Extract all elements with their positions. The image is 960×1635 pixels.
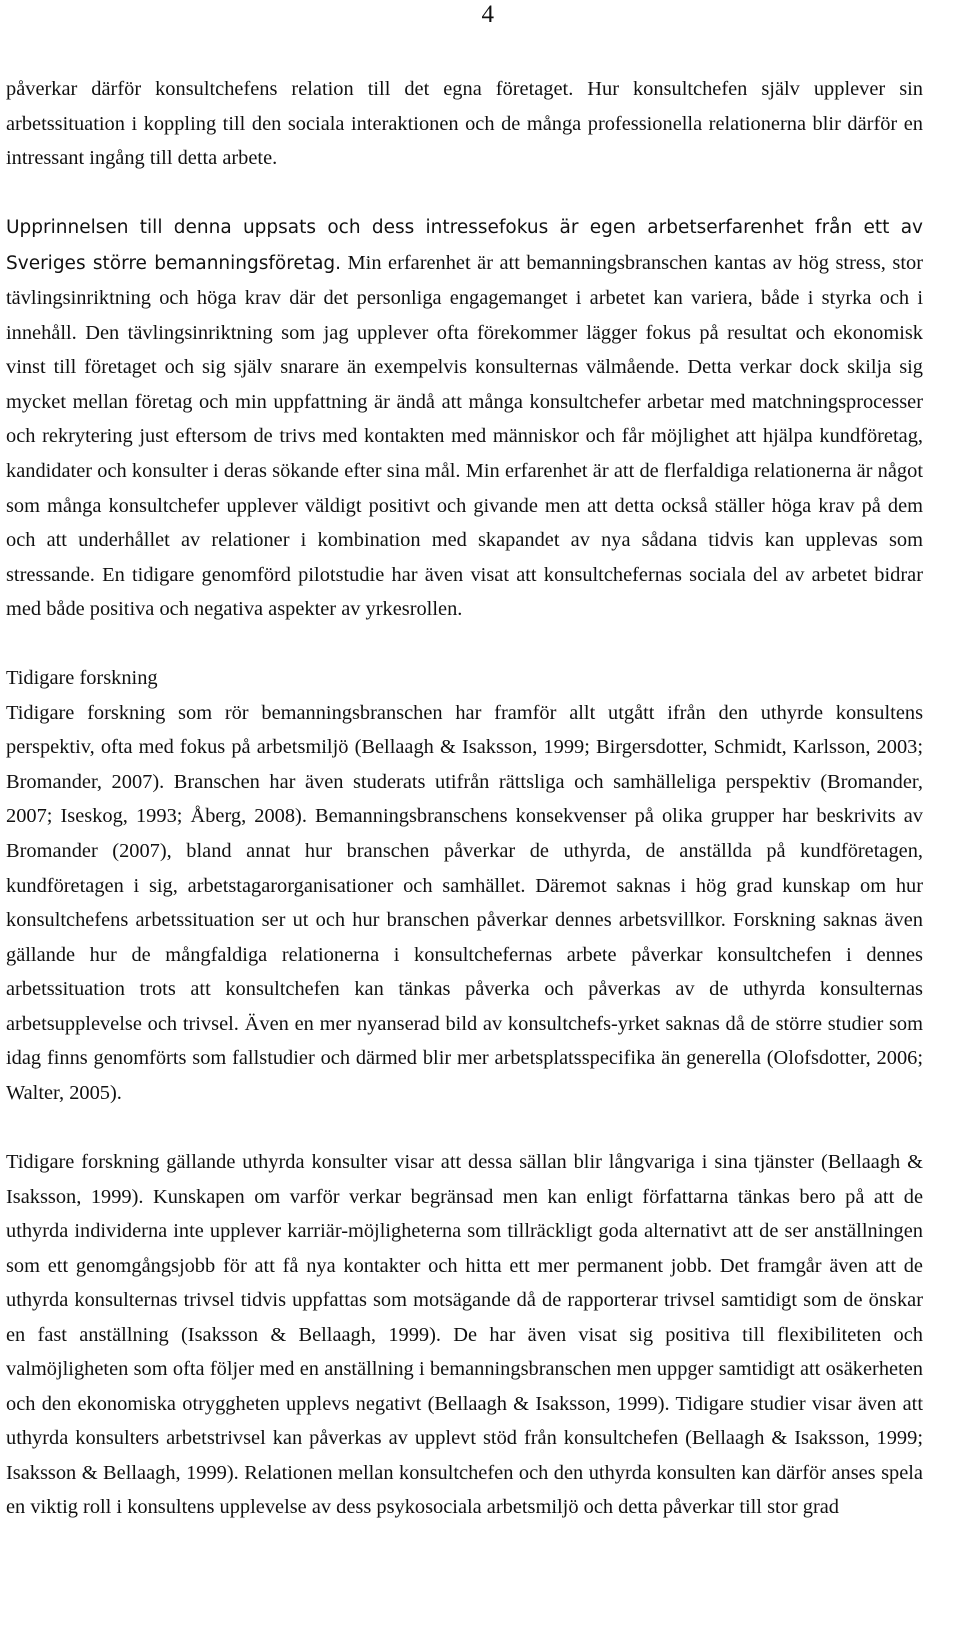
paragraph-gap [6,627,923,662]
paragraph-motivation-body: Min erfarenhet är att bemanningsbranschen kantas av hög stress, stor tävlingsinriktning och höga krav där det personliga engagemanget i arbetet kan variera, både i styrka och i innehåll. Den tävlingsinriktning som jag upplever ofta förekommer lägger fokus på resultat och ekonomisk vinst till företaget och sig själv snarare än exempelvis konsulternas välmående. Detta verkar dock skilja sig mycket mellan företag och min uppfattning är ändå att många konsultchefer arbetar med matchningsprocesser och rekrytering just eftersom de trivs med kontakten med människor och får möjlighet att hjälpa kundföretag, kandidater och konsulter i deras sökande efter sina mål. Min erfarenhet är att de flerfaldiga relationerna är något som många konsultchefer upplever väldigt positivt och givande men att detta också ställer höga krav på dem och att underhållet av relationer i kombination med skapandet av nya sådana tidvis kan upplevas som stressande. En tidigare genomförd pilotstudie har även visat att konsultchefernas sociala del av arbetet bidrar med både positiva och negativa aspekter av yrkesrollen. [6,251,923,621]
section-heading: Tidigare forskning [6,667,158,690]
paragraph-intro-continuation: påverkar därför konsultchefens relation till det egna företaget. Hur konsultchefen själv upplever sin arbetssituation i koppling till den sociala interaktionen och de många professionella relationerna blir därför en intressant ingång till detta arbete. [6,78,923,170]
document-body [6,72,923,1525]
paragraph-motivation [6,210,923,627]
page-number: 4 [481,1,494,28]
paragraph-hired-consultants: Tidigare forskning gällande uthyrda konsulter visar att dessa sällan blir långvariga i sina tjänster (Bellaagh & Isaksson, 1999). Kunskapen om varför verkar begränsad men kan enligt författarna tänkas bero på att de uthyrda individerna inte upplever karriär-möjligheterna som tillräckligt goda alternativt att de ser anställningen som ett genomgångsjobb för att få nya kontakter och hitta ett mer permanent jobb. Det framgår även att de uthyrda konsulternas trivsel tidvis uppfattas som motsägande då de rapporterar trivsel samtidigt som de önskar en fast anställning (Isaksson & Bellaagh, 1999). De har även visat sig positiva till flexibiliteten och valmöjligheten som ofta följer med en anställning i bemanningsbranschen men uppger samtidigt att osäkerheten och den ekonomiska otryggheten upplevs negativt (Bellaagh & Isaksson, 1999). Tidigare studier visar även att uthyrda konsulters arbetstrivsel kan påverkas av upplevt stöd från konsultchefen (Bellaagh & Isaksson, 1999; Isaksson & Bellaagh, 1999). Relationen mellan konsultchefen och den uthyrda konsulten kan därför anses spela en viktig roll i konsultens upplevelse av dess psykosociala arbetsmiljö och detta påverkar till stor grad [6,1150,923,1519]
paragraph-previous-research: Tidigare forskning som rör bemanningsbranschen har framför allt utgått ifrån den uthyrde konsultens perspektiv, ofta med fokus på arbetsmiljö (Bellaagh & Isaksson, 1999; Birgersdotter, Schmidt, Karlsson, 2003; Bromander, 2007). Branschen har även studerats utifrån rättsliga och samhälleliga perspektiv (Bromander, 2007; Iseskog, 1993; Åberg, 2008). Bemanningsbranschens konsekvenser på olika grupper har beskrivits av Bromander (2007), bland annat hur branschen påverkar de uthyrda, de anställda på kundföretagen, kundföretagen i sig, arbetstagarorganisationer och samhället. Däremot saknas i hög grad kunskap om hur konsultchefens arbetssituation ser ut och hur branschen påverkar dennes arbetsvillkor. Forskning saknas även gällande hur de mångfaldiga relationerna i konsultchefernas arbete påverkar konsultchefen i dennes arbetssituation trots att konsultchefen kan tänkas påverka och påverkas av de uthyrda konsulternas arbetsupplevelse och trivsel. Även en mer nyanserad bild av konsultchefs-yrket saknas då de större studier som idag finns genomförts som fallstudier och därmed blir mer arbetsplatsspecifika än generella (Olofsdotter, 2006; Walter, 2005). [6,701,923,1104]
paragraph-gap [6,176,923,211]
paragraph-motivation-lead: Upprinnelsen till denna uppsats och dess intressefokus är egen arbetserfarenhet från ett av Sveriges större bemanningsföretag. [6,217,923,274]
paragraph-gap [6,1110,923,1145]
